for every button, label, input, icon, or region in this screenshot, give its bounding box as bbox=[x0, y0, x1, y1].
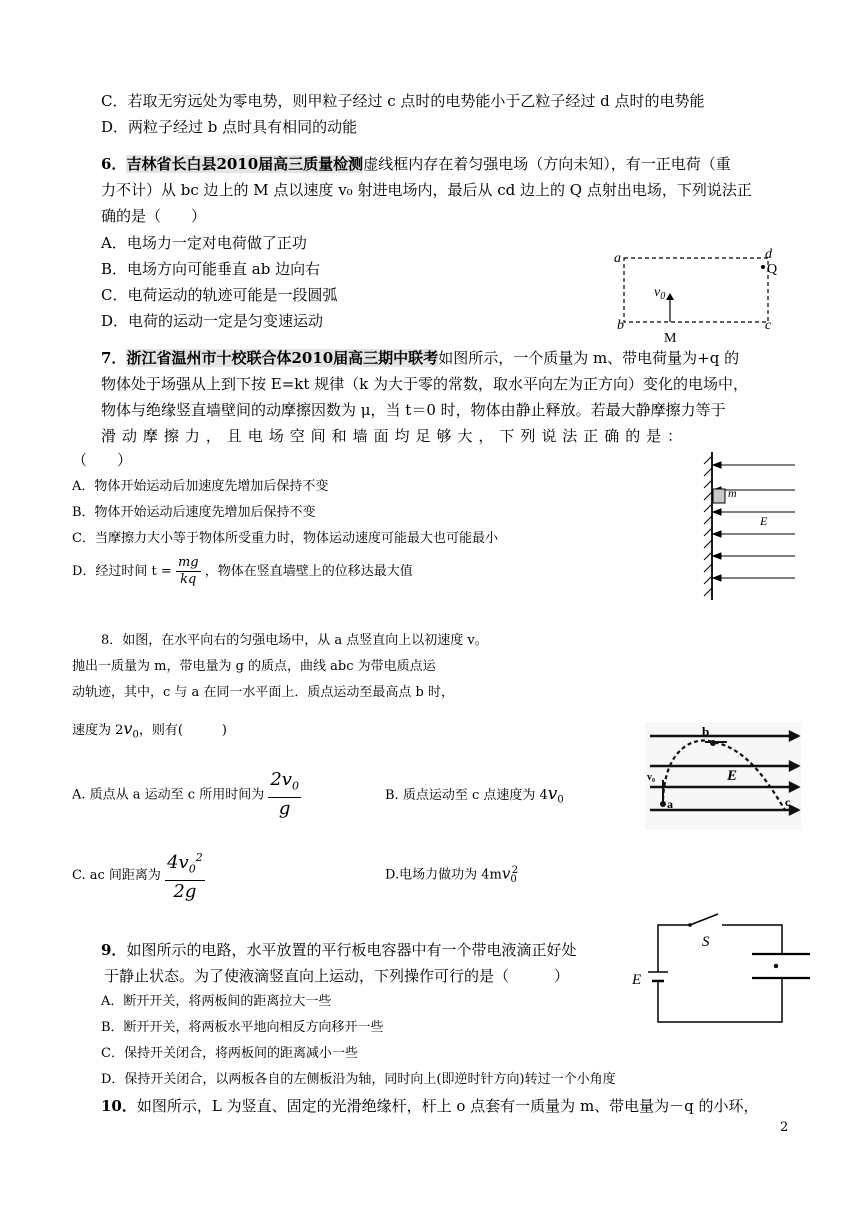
velocity-arrowhead bbox=[666, 293, 674, 300]
q6-stem-line3: 确的是（ ） bbox=[101, 207, 207, 225]
point-b-dot bbox=[710, 740, 716, 746]
point-q-dot bbox=[761, 265, 765, 269]
label-q: Q bbox=[767, 262, 778, 277]
label-s: S bbox=[702, 934, 710, 950]
q7-option-d bbox=[72, 552, 413, 592]
q7-option-d-post: ，物体在竖直墙壁上的位移达最大值 bbox=[204, 564, 413, 579]
q7-stem-line1 bbox=[101, 349, 739, 367]
circuit-top-wire-left bbox=[658, 925, 690, 972]
q8-option-b-sub: 0 bbox=[557, 794, 564, 806]
q7-source: 浙江省温州市十校联合体2010届高三期中联考 bbox=[126, 349, 439, 367]
q7-wall-field-figure bbox=[700, 450, 800, 605]
switch-contact bbox=[688, 923, 692, 927]
q7-option-b: B．物体开始运动后速度先增加后保持不变 bbox=[72, 505, 316, 520]
q6-option-a: A．电场力一定对电荷做了正功 bbox=[101, 234, 307, 252]
switch-blade bbox=[690, 914, 718, 925]
q7-stem-line2: 物体处于场强从上到下按 E=kt 规律（k 为大于零的常数，取水平向左为正方向）变化的电场中， bbox=[101, 375, 749, 393]
label-d: d bbox=[765, 247, 772, 262]
q8-option-d-sup: 2 bbox=[511, 865, 519, 876]
q8-stem4-pre: 速度为 2 bbox=[72, 723, 124, 738]
q8-option-c-pre: C. ac 间距离为 bbox=[72, 867, 161, 883]
block-m bbox=[713, 489, 725, 503]
q7-time-fraction bbox=[176, 555, 201, 588]
label-b: b bbox=[702, 724, 710, 739]
q8-c-num-sub: 0 bbox=[188, 862, 196, 876]
label-e: E bbox=[727, 768, 738, 784]
q8-option-b-pre: B. 质点运动至 c 点速度为 4 bbox=[385, 788, 548, 803]
q9-number: 9． bbox=[101, 941, 127, 959]
q6-option-b: B．电场方向可能垂直 ab 边向右 bbox=[101, 260, 321, 278]
q8-c-num: 4v bbox=[167, 852, 189, 873]
label-e: E bbox=[632, 972, 642, 988]
q6-number: 6． bbox=[101, 155, 127, 173]
q8-distance-fraction bbox=[165, 848, 205, 903]
q8-option-d bbox=[385, 862, 518, 889]
q8-stem4-post: ，则有( ) bbox=[138, 723, 227, 738]
q6-source: 吉林省长白县2010届高三质量检测 bbox=[126, 155, 364, 173]
q8-stem-line1: 8．如图，在水平向右的匀强电场中，从 a 点竖直向上以初速度 v。 bbox=[101, 633, 488, 648]
q9-option-b: B．断开开关，将两板水平地向相反方向移开一些 bbox=[101, 1020, 384, 1035]
q9-stem-text1: 如图所示的电路，水平放置的平行板电容器中有一个带电液滴正好处 bbox=[126, 941, 577, 959]
label-v0-sub: 0 bbox=[660, 291, 666, 302]
dashed-field-box bbox=[624, 258, 768, 322]
q8-c-num-sup: 2 bbox=[195, 851, 203, 864]
q8-option-a-pre: A. 质点从 a 运动至 c 所用时间为 bbox=[72, 787, 265, 803]
q8-stem4-v: v bbox=[123, 719, 133, 738]
page-number: 2 bbox=[780, 1120, 789, 1135]
label-v0: v₀ bbox=[647, 772, 655, 783]
q7-stem-line4: 滑 动 摩 擦 力 ， 且 电 场 空 间 和 墙 面 均 足 够 大 ， 下 列 说 法 正 确 的 是 ： bbox=[101, 427, 683, 445]
label-c: c bbox=[785, 795, 791, 809]
label-c: c bbox=[765, 318, 772, 333]
q8-a-num-sub: 0 bbox=[291, 779, 299, 793]
q8-c-frac-num bbox=[165, 848, 205, 881]
q10-stem-line1 bbox=[101, 1097, 759, 1115]
q8-option-b bbox=[385, 785, 564, 810]
q6-option-c: C．电荷运动的轨迹可能是一段圆弧 bbox=[101, 286, 338, 304]
q9-stem-line1 bbox=[101, 941, 576, 959]
figure-background bbox=[645, 722, 801, 830]
label-m: M bbox=[664, 331, 677, 346]
q6-stem-text1: 虚线框内存在着匀强电场（方向未知），有一正电荷（重 bbox=[363, 155, 731, 173]
q8-option-d-v: v bbox=[501, 864, 511, 883]
label-v0 bbox=[654, 285, 665, 302]
q7-number: 7． bbox=[101, 349, 127, 367]
q9-option-a: A．断开开关，将两板间的距离拉大一些 bbox=[101, 994, 332, 1009]
label-m: m bbox=[728, 486, 737, 500]
circuit-top-wire-right bbox=[722, 925, 782, 954]
q9-circuit-figure bbox=[628, 912, 818, 1032]
q9-stem-line2: 于静止状态。为了使液滴竖直向上运动，下列操作可行的是（ ） bbox=[104, 967, 570, 985]
q7-option-a: A．物体开始运动后加速度先增加后保持不变 bbox=[72, 479, 329, 494]
charged-droplet bbox=[774, 964, 778, 968]
q8-stem-line3: 动轨迹，其中，c 与 a 在同一水平面上．质点运动至最高点 b 时， bbox=[72, 685, 455, 700]
label-b: b bbox=[617, 318, 624, 333]
q10-stem-text1: 如图所示，L 为竖直、固定的光滑绝缘杆，杆上 o 点套有一质量为 m、带电量为－q 的小环， bbox=[136, 1097, 759, 1115]
label-v0-v: v bbox=[654, 285, 661, 300]
q9-option-d: D．保持开关闭合，以两板各自的左侧板沿为轴，同时向上(即逆时针方向)转过一个小角度 bbox=[101, 1072, 616, 1087]
q8-a-frac-num bbox=[268, 770, 301, 798]
q8-option-b-v: v bbox=[547, 784, 558, 804]
q10-number: 10． bbox=[101, 1097, 137, 1115]
q5-option-d: D．两粒子经过 b 点时具有相同的动能 bbox=[101, 118, 358, 136]
q8-time-fraction bbox=[268, 770, 301, 820]
point-a-dot bbox=[660, 801, 666, 807]
q8-option-a bbox=[72, 770, 301, 820]
q8-trajectory-figure bbox=[645, 722, 801, 830]
q8-stem-line4 bbox=[72, 720, 227, 745]
q6-stem-line2: 力不计）从 bc 边上的 M 点以速度 v₀ 射进电场内，最后从 cd 边上的 Q 点射出电场，下列说法正 bbox=[101, 181, 752, 199]
wall-hatching bbox=[704, 456, 712, 596]
label-a: a bbox=[614, 251, 621, 266]
q8-stem-line2: 抛出一质量为 m，带电量为 g 的质点，曲线 abc 为带电质点运 bbox=[72, 659, 436, 674]
q9-option-c: C．保持开关闭合，将两板间的距离减小一些 bbox=[101, 1046, 358, 1061]
q6-option-d: D．电荷的运动一定是匀变速运动 bbox=[101, 312, 324, 330]
q6-stem-line1 bbox=[101, 155, 731, 173]
q7-frac-den: kq bbox=[180, 572, 197, 587]
q8-option-d-sub: 0 bbox=[510, 873, 517, 885]
label-e: E bbox=[760, 514, 768, 528]
label-a: a bbox=[667, 797, 673, 811]
q8-c-frac-den: 2g bbox=[173, 880, 197, 902]
q8-a-num: 2v bbox=[270, 769, 292, 790]
q5-option-c: C．若取无穷远处为零电势，则甲粒子经过 c 点时的电势能小于乙粒子经过 d 点时的电势能 bbox=[101, 92, 705, 110]
q8-stem4-sub: 0 bbox=[132, 729, 139, 741]
q7-frac-num: mg bbox=[177, 555, 199, 570]
q7-option-c: C．当摩擦力大小等于物体所受重力时，物体运动速度可能最大也可能最小 bbox=[72, 531, 498, 546]
q8-option-c bbox=[72, 848, 205, 903]
field-lines bbox=[713, 462, 795, 581]
circuit-bottom-wire bbox=[658, 978, 782, 1022]
q7-stem-line5: （ ） bbox=[72, 451, 133, 469]
q7-stem-text1: 如图所示，一个质量为 m、带电荷量为+q 的 bbox=[438, 349, 740, 367]
q8-a-frac-den: g bbox=[278, 797, 291, 819]
q6-field-box-figure bbox=[610, 245, 790, 345]
q7-option-d-pre: D．经过时间 t = bbox=[72, 564, 172, 579]
q7-stem-line3: 物体与绝缘竖直墙壁间的动摩擦因数为 μ，当 t＝0 时，物体由静止释放。若最大静摩擦力等于 bbox=[101, 401, 726, 419]
q8-option-d-pre: D.电场力做功为 4m bbox=[385, 867, 502, 883]
